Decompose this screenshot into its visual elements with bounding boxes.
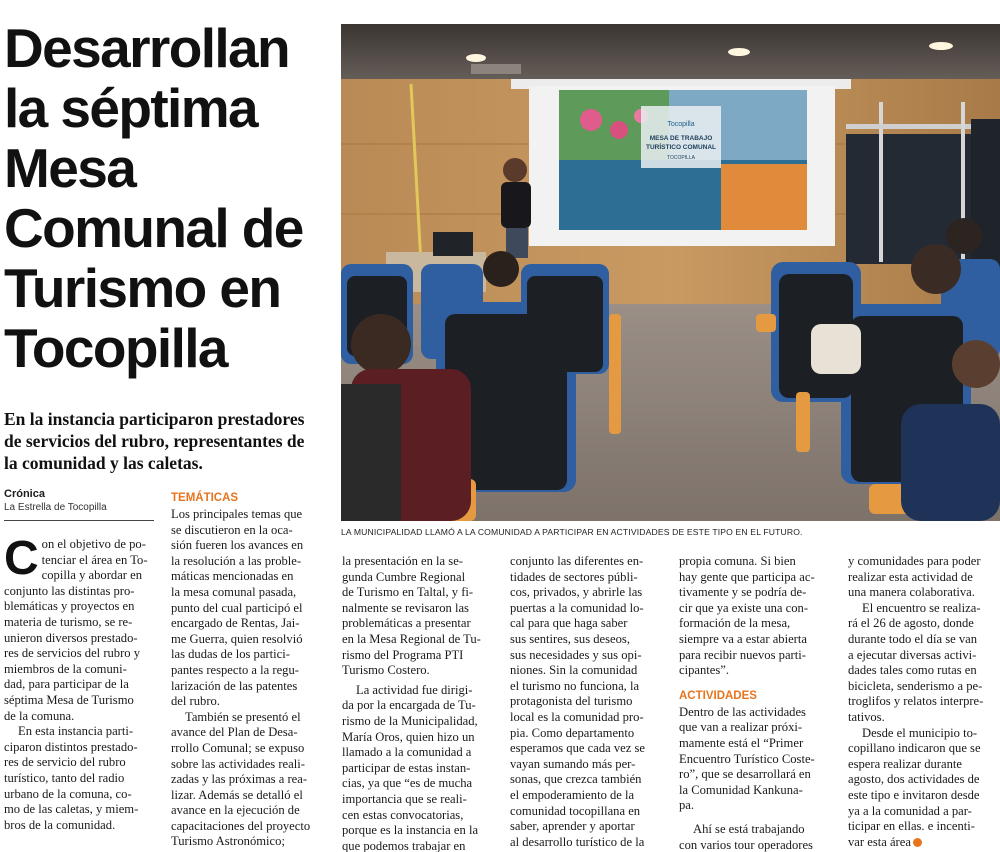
body-line: bicicleta, senderismo a pe-	[848, 678, 983, 693]
body-line: da por la encargada de Tu-	[342, 698, 476, 713]
body-line: pantes respecto a la regu-	[171, 662, 299, 677]
slide-logo: Tocopilla	[667, 121, 695, 128]
body-line: sus necesidades y sus opi-	[510, 647, 642, 662]
body-line: la mesa comunal pasada,	[171, 584, 297, 599]
article-column-4	[510, 554, 670, 850]
headline-line: Mesa	[4, 137, 136, 199]
body-line: participar de estas instan-	[342, 760, 471, 775]
body-line: capacitaciones del proyecto	[171, 818, 311, 833]
body-line: la presentación en la se-	[342, 554, 463, 568]
body-line: rrollo Comunal; se expuso	[171, 740, 305, 755]
body-line-last	[848, 835, 1000, 851]
subheadline	[4, 408, 334, 474]
body-line: y comunidades para poder	[848, 554, 981, 568]
body-line: espera realizar durante	[848, 756, 962, 771]
body-line: pa.	[679, 798, 695, 813]
body-line: la resolución a las proble-	[171, 553, 302, 568]
body-line: porque es la instancia en la	[342, 823, 479, 838]
body-line: miembros de la comuni-	[4, 661, 127, 676]
body-line: se discutieron en la oca-	[171, 522, 293, 537]
body-line: las dudas de los partici-	[171, 647, 290, 662]
body-line: comunidad tocopillana en	[510, 803, 641, 818]
body-line: que van a realizar próxi-	[679, 720, 803, 735]
body-line: dad, para participar de la	[4, 677, 129, 692]
body-line: res de servicio del rubro	[4, 755, 126, 770]
body-line: copilla y abordar en	[41, 568, 143, 583]
end-of-article-icon	[913, 838, 922, 847]
body-line: tativos.	[848, 709, 885, 724]
body-line: rá el 26 de agosto, donde	[848, 616, 974, 631]
body-line: del rubro.	[171, 694, 220, 709]
body-line: mamente está el “Primer	[679, 735, 804, 750]
body-line: nalmente se revisaron las	[342, 600, 469, 615]
body-line: on el objetivo de po-	[41, 537, 146, 551]
body-line: En esta instancia parti-	[18, 724, 134, 739]
body-line: puertas a la comunidad lo-	[510, 600, 644, 615]
body-line: siempre va a estar abierta	[679, 631, 807, 646]
slide-subtitle: TOCOPILLA	[667, 155, 695, 161]
body-line: formación de la mesa,	[679, 616, 791, 631]
headline	[4, 18, 334, 378]
body-line: tenciar el área en To-	[41, 552, 148, 567]
body-line: avance en la ejecución de	[171, 803, 300, 818]
body-line: al desarrollo turístico de la	[510, 834, 645, 849]
body-line: mo de las caletas, y miem-	[4, 802, 139, 817]
body-line: Turismo Costero.	[342, 663, 430, 678]
body-line: sonas, que crezca también	[510, 772, 642, 787]
byline	[4, 488, 154, 514]
body-line: La actividad fue dirigi-	[356, 682, 473, 697]
byline-source: La Estrella de Tocopilla	[4, 502, 107, 513]
body-line: vayan sumando más per-	[510, 756, 636, 771]
headline-line: Turismo en	[4, 257, 281, 319]
body-line: el turismo no funciona, la	[510, 678, 640, 693]
body-line: a ejecutar diversas activi-	[848, 647, 977, 662]
body-line: que podemos trabajar en	[342, 838, 466, 852]
paragraph-gap	[679, 814, 839, 822]
body-line: el empoderamiento de la	[510, 787, 635, 802]
body-line: cir que ya existe una con-	[679, 600, 809, 615]
body-line: unieron diversos prestado-	[4, 630, 138, 645]
body-line: avance del Plan de Desa-	[171, 725, 298, 740]
body-line: cias, ya que “es de mucha	[342, 776, 473, 791]
body-line: Los principales temas que	[171, 507, 303, 521]
body-line: sus sentires, sus deseos,	[510, 631, 630, 646]
slide-title-1: MESA DE TRABAJO	[649, 135, 713, 142]
body-line: de Turismo en Taltal, y fi-	[342, 585, 474, 600]
byline-section: Crónica	[4, 488, 45, 500]
article-column-1	[4, 532, 160, 833]
body-line: la Comunidad Kankuna-	[679, 782, 803, 797]
body-line: ticipar en ellas. e incenti-	[848, 819, 975, 834]
body-line: sión fueren los avances en	[171, 538, 304, 553]
body-line: con varios tour operadores	[679, 837, 813, 852]
paragraph-gap	[679, 679, 839, 689]
body-line: pia. Como departamento	[510, 725, 635, 740]
article-column-5	[679, 554, 839, 852]
body-line: sobre las actividades reali-	[171, 756, 305, 771]
body-line: urbano de la comuna, co-	[4, 786, 132, 801]
body-line: También se presentó el	[185, 709, 301, 724]
body-line: conjunto las distintas pro-	[4, 583, 135, 598]
body-line: ro”, que se desarrollará en	[679, 767, 811, 782]
body-line: en la Mesa Regional de Tu-	[342, 631, 481, 646]
headline-line: Comunal de	[4, 197, 303, 259]
article-column-6	[848, 554, 1000, 850]
section-kicker-actividades: ACTIVIDADES	[679, 689, 757, 702]
drop-cap: C	[4, 532, 39, 585]
body-line: dades tales como rutas en	[848, 663, 977, 678]
body-line: rismo del Programa PTI	[342, 647, 464, 662]
body-line: realizar esta actividad de	[848, 569, 973, 584]
body-line: materia de turismo, se re-	[4, 614, 133, 629]
body-line: tivamente y se podría de-	[679, 585, 807, 600]
body-line: cal para que haga saber	[510, 616, 628, 631]
body-line: punto del cual participó el	[171, 600, 303, 615]
body-line: tidades de sectores públi-	[510, 569, 638, 584]
body-line: res de servicios del rubro y	[4, 646, 141, 661]
body-line: larización de las patentes	[171, 678, 298, 693]
body-line: cen estas convocatorias,	[342, 807, 464, 822]
body-line: protagonista del turismo	[510, 694, 633, 709]
subheadline-line: de servicios del rubro, representantes de	[4, 431, 305, 451]
body-line: troglifos y relatos interpre-	[848, 694, 984, 709]
body-line: esperamos que cada vez se	[510, 741, 645, 756]
body-line: máticas mencionadas en	[171, 569, 294, 584]
body-line: bros de la comunidad.	[4, 817, 116, 832]
body-line: copillano indicaron que se	[848, 741, 981, 756]
body-line: una manera colaborativa.	[848, 585, 975, 600]
body-line: zadas y las próximas a rea-	[171, 772, 308, 787]
body-line: llamado a la comunidad a	[342, 745, 472, 760]
body-line: Desde el municipio to-	[862, 725, 978, 740]
body-line: turístico, tanto del radio	[4, 770, 125, 785]
body-line: El encuentro se realiza-	[862, 600, 981, 615]
body-line: conjunto las diferentes en-	[510, 554, 644, 568]
body-line: de la comuna.	[4, 708, 75, 723]
slide-title-2: TURÍSTICO COMUNAL	[645, 144, 717, 151]
article-column-3	[342, 554, 502, 852]
body-line: problemáticas a presentar	[342, 616, 471, 631]
body-line: durante todo el día se van	[848, 631, 978, 646]
photo-caption: LA MUNICIPALIDAD LLAMÓ A LA COMUNIDAD A PARTICIPAR EN ACTIVIDADES DE ESTE TIPO EN EL FUTURO.	[341, 527, 803, 537]
body-line: rismo de la Municipalidad,	[342, 713, 478, 728]
subheadline-line: la comunidad y las caletas.	[4, 453, 203, 473]
article-photo	[341, 24, 1000, 521]
body-line: Turismo Astronómico;	[171, 834, 285, 849]
body-line: hay gente que participa ac-	[679, 569, 815, 584]
body-line: encargado de Rentas, Jai-	[171, 616, 300, 631]
body-line: me Guerra, quien resolvió	[171, 631, 303, 646]
body-line: niones. Sin la comunidad	[510, 663, 638, 678]
body-line: María Oros, quien hizo un	[342, 729, 475, 744]
byline-divider	[4, 520, 154, 521]
body-line: para recibir nuevos parti-	[679, 647, 806, 662]
body-line: Ahí se está trabajando	[693, 821, 805, 836]
headline-line: Desarrollan	[4, 17, 290, 79]
photo-illustration	[341, 24, 1000, 521]
subheadline-line: En la instancia participaron prestadores	[4, 409, 305, 429]
headline-line: Tocopilla	[4, 317, 227, 379]
body-line: gunda Cumbre Regional	[342, 569, 466, 584]
body-line: lizar. Además se detalló el	[171, 787, 303, 802]
body-line: importancia que se reali-	[342, 791, 467, 806]
body-line: saber, aprender y aportar	[510, 819, 635, 834]
body-line: local es la comunidad pro-	[510, 709, 644, 724]
body-line: séptima Mesa de Turismo	[4, 692, 134, 707]
article-column-2	[171, 491, 331, 850]
body-line: Dentro de las actividades	[679, 704, 806, 719]
body-line: cos, privados, y abrirle las	[510, 585, 643, 600]
body-line: este tipo e invitaron desde	[848, 787, 980, 802]
body-line: agosto, dos actividades de	[848, 772, 980, 787]
body-line: cipantes”.	[679, 663, 729, 678]
headline-line: la séptima	[4, 77, 258, 139]
body-line: ciparon distintos prestado-	[4, 739, 138, 754]
body-line: Encuentro Turístico Coste-	[679, 751, 815, 766]
body-line: blemáticas y proyectos en	[4, 599, 135, 614]
body-line: propia comuna. Si bien	[679, 554, 796, 568]
body-line: ya a la comunidad a par-	[848, 803, 972, 818]
body-line-text: var esta área	[848, 834, 911, 849]
section-kicker-tematicas: TEMÁTICAS	[171, 492, 239, 504]
